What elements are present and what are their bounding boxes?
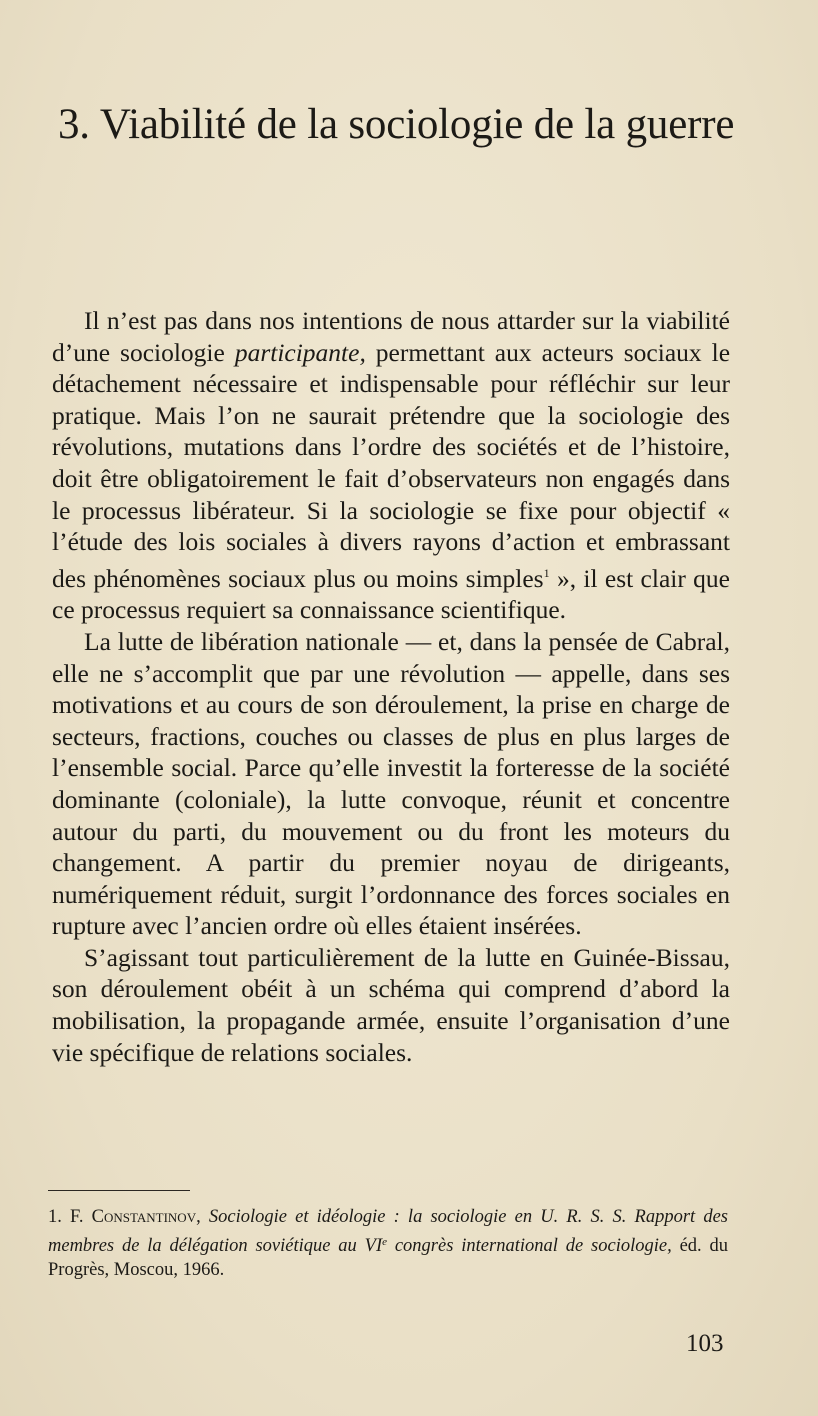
paragraph-3: S’agissant tout particulièrement de la lutte en Guinée-Bissau, son déroulement obéit à un schéma qui comprend d’abord la mobilisation, la propagande armée, ensuite l’organisation d’une vie spécifique de relations sociales. [52, 942, 730, 1067]
paragraph-1 [52, 305, 730, 626]
footnote-title-b: congrès international de sociologie, [387, 1235, 672, 1256]
footnote-title-a: Sociologie et idéologie : la sociologie en U. R. S. S. Rapport des membres de la délégation soviétique au VI [48, 1207, 728, 1256]
paragraph-1-emphasis: participante, [234, 337, 366, 367]
section-heading [58, 100, 758, 149]
footnote-publisher: éd. du Progrès, Moscou, 1966. [48, 1235, 729, 1280]
body-text [52, 305, 730, 1068]
section-title: Viabilité de la sociologie de la guerre [99, 101, 735, 148]
section-number: 3. [58, 101, 90, 148]
footnote-number: 1. [48, 1207, 62, 1227]
footnote-divider [48, 1190, 190, 1191]
page-number: 103 [686, 1330, 724, 1357]
footnote [48, 1205, 728, 1283]
paragraph-1-text-c: », il est clair que ce processus requiert sa connaissance scientifique. [52, 563, 730, 625]
footnote-title-superscript: e [382, 1235, 387, 1248]
footnote-author: Constantinov, [91, 1207, 201, 1227]
footnote-reference[interactable]: 1 [543, 565, 550, 580]
paragraph-1-text-a: Il n’est pas dans nos intentions de nous attarder sur la viabilité d’une sociologie [52, 306, 730, 367]
paragraph-1-text-b: permettant aux acteurs sociaux le détachement nécessaire et indispensable pour réfléchir sur leur pratique. Mais l’on ne saurait prétendre que la sociologie des révolutions, mutations dans l’ordre des sociétés et de l’histoire, doit être obligatoirement le fait d’observateurs non engagés dans le processus libérateur. Si la sociologie se fixe pour objectif « l’étude des lois sociales à divers rayons d’action et embrassant des phénomènes sociaux plus ou moins simples [52, 337, 731, 593]
paragraph-2: La lutte de libération nationale — et, dans la pensée de Cabral, elle ne s’accomplit que par une révolution — appelle, dans ses motivations et au cours de son déroulement, la prise en charge de secteurs, fractions, couches ou classes de plus en plus larges de l’ensemble social. Parce qu’elle investit la forteresse de la société dominante (coloniale), la lutte convoque, réunit et concentre autour du parti, du mouvement ou du front les moteurs du changement. A partir du premier noyau de dirigeants, numériquement réduit, surgit l’ordonnance des forces sociales en rupture avec l’ancien ordre où elles étaient insérées. [52, 626, 730, 941]
footnote-author-initial: F. [70, 1207, 84, 1227]
